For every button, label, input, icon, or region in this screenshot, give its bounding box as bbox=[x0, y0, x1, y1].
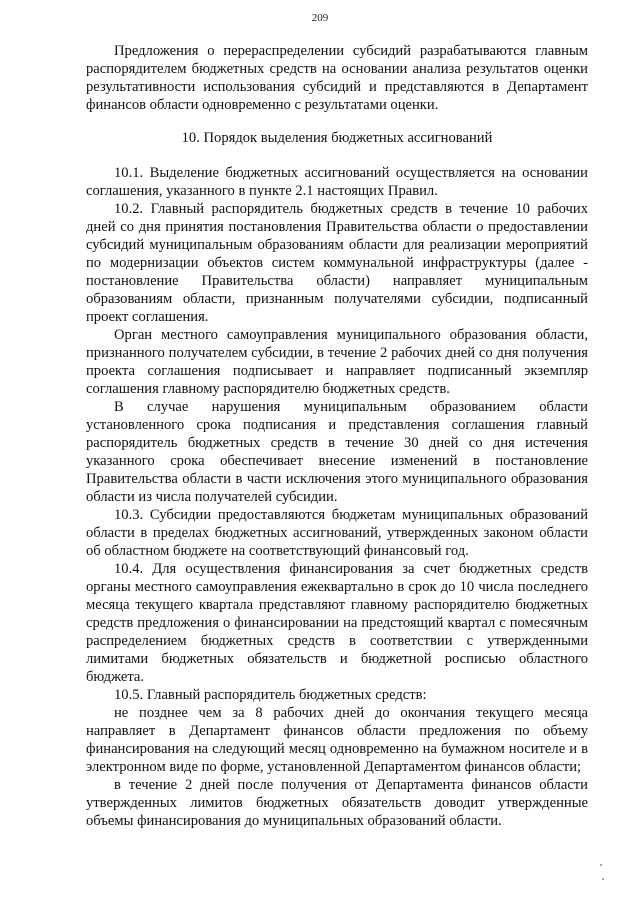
paragraph-10-3: 10.3. Субсидии предоставляются бюджетам муниципальных образований области в пределах бюджетных ассигнований, утвержденных законом области об областном бюджете на соответствующий финансовый год. bbox=[86, 507, 588, 559]
scan-speck bbox=[602, 878, 604, 880]
page-number: 209 bbox=[311, 12, 329, 24]
intro-paragraph: Предложения о перераспределении субсидий разрабатываются главным распорядителем бюджетных средств на основании анализа результатов оценки результативности использования субсидий и представляются в Департамент финансов области одновременно с результатами оценки. bbox=[86, 43, 588, 113]
scan-speck bbox=[600, 864, 602, 866]
section-heading: 10. Порядок выделения бюджетных ассигнований bbox=[181, 130, 493, 146]
paragraph-local-authority: Орган местного самоуправления муниципального образования области, признанного получателем субсидии, в течение 2 рабочих дней со дня получения проекта соглашения подписывает и направляет подписанный экземпляр соглашения главному распорядителю бюджетных средств. bbox=[86, 327, 588, 397]
document-body bbox=[86, 42, 588, 830]
paragraph-10-4: 10.4. Для осуществления финансирования за счет бюджетных средств органы местного самоуправления ежеквартально в срок до 10 числа последнего месяца текущего квартала представляют главному распорядителю бюджетных средств предложения о финансировании на предстоящий квартал с помесячным распределением бюджетных средств в соответствии с утвержденными лимитами бюджетных обязательств и бюджетной росписью областного бюджета. bbox=[86, 561, 588, 685]
paragraph-10-5-item-2: в течение 2 дней после получения от Департамента финансов области утвержденных лимитов бюджетных обязательств доводит утвержденные объемы финансирования до муниципальных образований области. bbox=[86, 777, 588, 829]
paragraph-10-2: 10.2. Главный распорядитель бюджетных средств в течение 10 рабочих дней со дня принятия постановления Правительства области о предоставлении субсидий муниципальным образованиям области для реализации мероприятий по модернизации объектов систем коммунальной инфраструктуры (далее - постановление Правительства области) направляет муниципальным образованиям области, признанным получателями субсидии, подписанный проект соглашения. bbox=[86, 201, 588, 325]
paragraph-violation: В случае нарушения муниципальным образованием области установленного срока подписания и представления соглашения главный распорядитель бюджетных средств в течение 30 дней со дня истечения указанного срока обеспечивает внесение изменений в постановление Правительства области в части исключения этого муниципального образования области из числа получателей субсидии. bbox=[86, 399, 588, 505]
paragraph-10-1: 10.1. Выделение бюджетных ассигнований осуществляется на основании соглашения, указанного в пункте 2.1 настоящих Правил. bbox=[86, 165, 588, 199]
paragraph-10-5: 10.5. Главный распорядитель бюджетных средств: bbox=[114, 687, 427, 703]
paragraph-10-5-item-1: не позднее чем за 8 рабочих дней до окончания текущего месяца направляет в Департамент финансов области предложения по объему финансирования на следующий месяц одновременно на бумажном носителе и в электронном виде по форме, установленной Департаментом финансов области; bbox=[86, 705, 588, 775]
